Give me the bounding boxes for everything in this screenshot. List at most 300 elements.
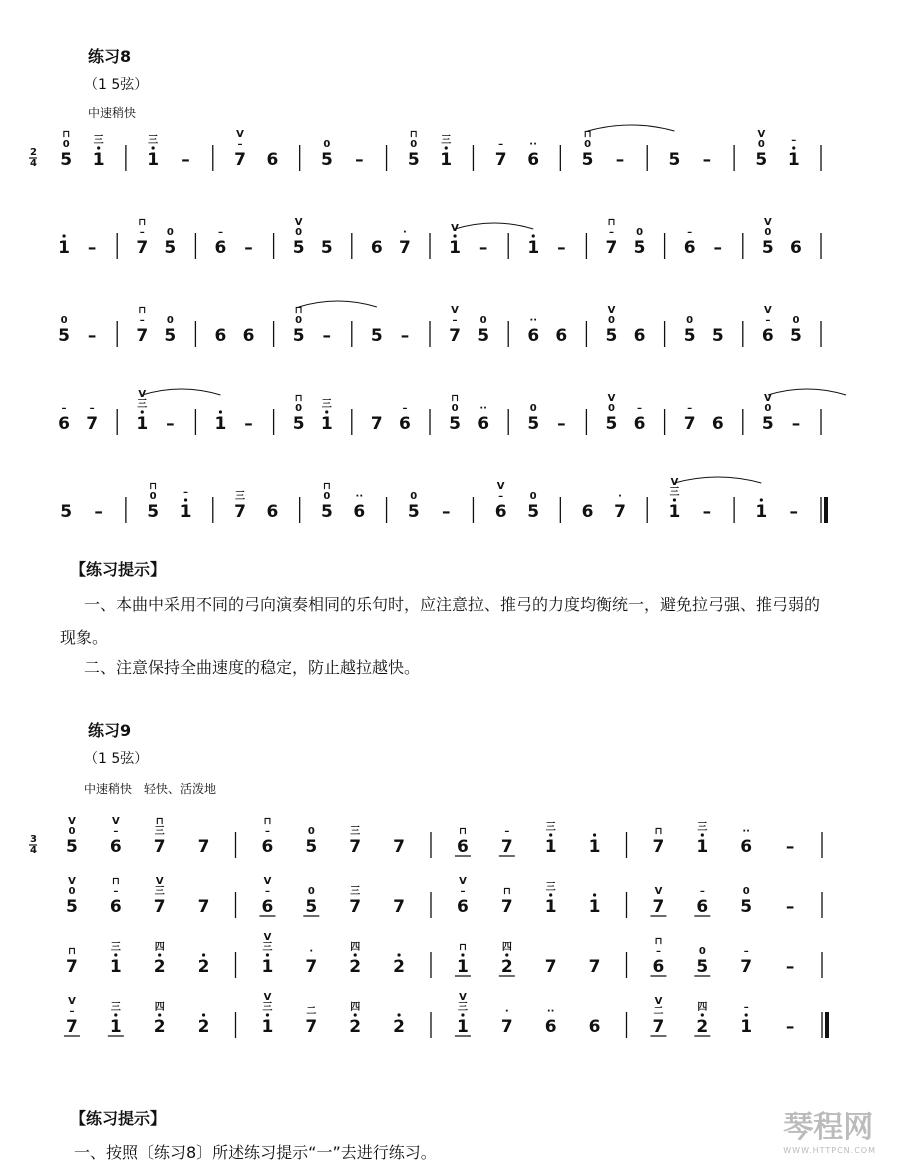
bowing-fingering-mark: 0 — [764, 403, 772, 414]
dash-extension: – — [713, 238, 722, 258]
bowing-fingering-mark: 四 — [697, 1002, 708, 1013]
note-digit: 5 — [605, 414, 618, 434]
tie-arc — [142, 389, 220, 395]
note-digit: 6 — [633, 326, 646, 346]
bowing-fingering-mark: – — [139, 315, 145, 326]
note-digit: 6 — [527, 150, 540, 170]
note-digit: 7 — [349, 837, 362, 857]
ex9-strings: （1 5弦） — [84, 751, 149, 767]
note-digit: 6 — [266, 150, 279, 170]
bowing-fingering-mark: 0 — [607, 315, 615, 326]
note-digit: 5 — [60, 502, 73, 522]
high-octave-dot — [792, 146, 795, 149]
dash-extension: – — [785, 837, 795, 857]
ex9-tempo: 中速稍快 轻快、活泼地 — [84, 782, 217, 796]
note-digit: 1 — [696, 837, 709, 857]
note-digit: 2 — [153, 1017, 166, 1037]
bowing-fingering-mark: V — [763, 305, 772, 316]
bowing-fingering-mark: – — [217, 227, 223, 238]
high-octave-dot — [549, 893, 552, 896]
bowing-fingering-mark: V — [263, 876, 272, 887]
bowing-fingering-mark: – — [460, 886, 466, 897]
dash-extension: – — [441, 502, 451, 522]
note-digit: 1 — [261, 1017, 274, 1037]
note-digit: 2 — [197, 1017, 210, 1037]
bowing-fingering-mark: ⊓ — [458, 942, 467, 953]
high-octave-dot — [453, 234, 456, 237]
ex9-title: 练习9 — [88, 721, 132, 740]
note-digit: 7 — [370, 414, 383, 434]
bowing-fingering-mark: 0 — [410, 139, 418, 150]
bowing-fingering-mark: ⊓ — [458, 826, 467, 837]
note-digit: 7 — [197, 837, 210, 857]
note-digit: 7 — [234, 150, 246, 170]
bowing-fingering-mark: 0 — [295, 403, 303, 414]
note-digit: 7 — [614, 502, 626, 522]
note-digit: 1 — [214, 414, 227, 434]
bowing-fingering-mark: – — [89, 403, 95, 414]
bowing-fingering-mark: – — [69, 1006, 75, 1017]
bowing-fingering-mark: · — [309, 946, 314, 957]
dash-extension: – — [94, 502, 103, 522]
note-digit: 5 — [696, 957, 709, 977]
bowing-fingering-mark: – — [743, 1002, 749, 1013]
bowing-fingering-mark: ⊓ — [294, 393, 303, 404]
bowing-fingering-mark: 三 — [350, 826, 361, 837]
note-digit: 7 — [605, 238, 618, 258]
note-digit: 1 — [457, 957, 469, 977]
note-digit: 5 — [527, 414, 540, 434]
bowing-fingering-mark: 三 — [110, 1002, 121, 1013]
high-octave-dot — [152, 146, 155, 149]
bowing-fingering-mark: ·· — [479, 403, 487, 414]
bowing-fingering-mark: V — [763, 393, 772, 404]
bowing-fingering-mark: 0 — [307, 826, 315, 837]
note-digit: 1 — [449, 238, 461, 258]
note-digit: 5 — [292, 326, 305, 346]
bowing-fingering-mark: ⊓ — [111, 876, 120, 887]
dash-extension: – — [166, 414, 175, 434]
note-digit: 1 — [179, 502, 192, 522]
note-digit: 6 — [261, 897, 274, 917]
note-digit: 6 — [555, 326, 568, 346]
bowing-fingering-mark: V — [459, 876, 467, 887]
watermark-logo — [783, 1102, 876, 1155]
bowing-fingering-mark: V — [138, 389, 147, 400]
high-octave-dot — [445, 146, 448, 149]
note-digit: 7 — [153, 897, 166, 917]
high-octave-dot — [266, 953, 269, 956]
note-digit: 6 — [711, 414, 724, 434]
high-octave-dot — [505, 953, 508, 956]
bowing-fingering-mark: ⊓ — [149, 481, 158, 492]
bowing-fingering-mark: · — [403, 227, 407, 238]
note-digit: 1 — [147, 150, 160, 170]
bowing-fingering-mark: 四 — [350, 1002, 361, 1013]
bowing-fingering-mark: 三 — [545, 882, 556, 893]
note-digit: 6 — [696, 897, 709, 917]
bowing-fingering-mark: – — [264, 886, 270, 897]
note-digit: 5 — [449, 414, 461, 434]
bowing-fingering-mark: 0 — [529, 491, 537, 502]
note-digit: 5 — [761, 414, 774, 434]
high-octave-dot — [532, 234, 535, 237]
high-octave-dot — [593, 893, 596, 896]
watermark-url: WWW.HTTPCN.COM — [783, 1146, 876, 1155]
note-digit: 6 — [652, 957, 665, 977]
bowing-fingering-mark: – — [237, 139, 243, 150]
bowing-fingering-mark: 四 — [154, 1002, 165, 1013]
bowing-fingering-mark: 0 — [68, 826, 76, 837]
note-digit: 5 — [527, 502, 540, 522]
bowing-fingering-mark: 0 — [307, 886, 315, 897]
bowing-fingering-mark: 0 — [60, 315, 68, 326]
bowing-fingering-mark: – — [452, 315, 458, 326]
bowing-fingering-mark: 三 — [350, 886, 361, 897]
note-digit: 7 — [740, 957, 753, 977]
bowing-fingering-mark: 0 — [636, 227, 644, 238]
bowing-fingering-mark: ⊓ — [138, 305, 147, 316]
high-octave-dot — [549, 833, 552, 836]
note-digit: 7 — [393, 837, 405, 857]
bowing-fingering-mark: V — [459, 992, 467, 1003]
note-digit: 5 — [60, 150, 73, 170]
bowing-fingering-mark: ⊓ — [607, 217, 616, 228]
bowing-fingering-mark: ⊓ — [654, 936, 663, 947]
dash-extension: – — [87, 326, 97, 346]
note-digit: 6 — [353, 502, 366, 522]
ex9-staff — [0, 800, 900, 1100]
bowing-fingering-mark: – — [498, 139, 504, 150]
bowing-fingering-mark: ⊓ — [263, 816, 272, 827]
bowing-fingering-mark: – — [765, 315, 771, 326]
note-digit: 2 — [197, 957, 210, 977]
bowing-fingering-mark: 0 — [166, 227, 174, 238]
note-digit: 6 — [588, 1017, 601, 1037]
dash-extension: – — [789, 502, 799, 522]
high-octave-dot — [461, 1013, 464, 1016]
bowing-fingering-mark: – — [687, 227, 693, 238]
dash-extension: – — [400, 326, 410, 346]
note-digit: 7 — [197, 897, 210, 917]
bowing-fingering-mark: – — [791, 135, 797, 146]
note-digit: 5 — [407, 502, 420, 522]
bowing-fingering-mark: ·· — [742, 826, 750, 837]
bowing-fingering-mark: 0 — [607, 403, 615, 414]
note-digit: 7 — [652, 1017, 665, 1037]
note-digit: 5 — [58, 326, 70, 346]
note-digit: 6 — [477, 414, 490, 434]
note-digit: 1 — [109, 1017, 122, 1037]
note-digit: 5 — [581, 150, 594, 170]
note-digit: 6 — [370, 238, 383, 258]
ex8-staff — [0, 120, 900, 540]
bowing-fingering-mark: ⊓ — [155, 816, 164, 827]
note-digit: 1 — [668, 502, 681, 522]
high-octave-dot — [158, 1013, 161, 1016]
dash-extension: – — [355, 150, 364, 170]
bowing-fingering-mark: ⊓ — [62, 129, 71, 140]
note-digit: 6 — [266, 502, 279, 522]
bowing-fingering-mark: V — [607, 305, 616, 316]
note-digit: 5 — [683, 326, 696, 346]
note-digit: 6 — [494, 502, 507, 522]
bowing-fingering-mark: 三 — [93, 135, 104, 146]
bowing-fingering-mark: ·· — [546, 1006, 555, 1017]
bowing-fingering-mark: – — [743, 946, 749, 957]
high-octave-dot — [202, 953, 205, 956]
high-octave-dot — [397, 1013, 400, 1016]
note-digit: 5 — [370, 326, 383, 346]
bowing-fingering-mark: ⊓ — [451, 393, 460, 404]
ex9-tip-1: 一、按照〔练习8〕所述练习提示“一”去进行练习。 — [74, 1143, 437, 1162]
bowing-fingering-mark: 三 — [262, 1002, 273, 1013]
bowing-fingering-mark: V — [68, 996, 76, 1007]
note-digit: 5 — [633, 238, 646, 258]
note-digit: 6 — [633, 414, 646, 434]
ex8-tip-2: 二、注意保持全曲速度的稳定，防止越拉越快。 — [84, 658, 421, 677]
note-digit: 6 — [790, 238, 802, 258]
bowing-fingering-mark: 三 — [545, 822, 556, 833]
note-digit: 7 — [349, 897, 362, 917]
dash-extension: – — [702, 150, 712, 170]
bowing-fingering-mark: 0 — [584, 139, 592, 150]
note-digit: 1 — [787, 150, 800, 170]
note-digit: 7 — [234, 502, 246, 522]
bowing-fingering-mark: ⊓ — [322, 481, 331, 492]
note-digit: 7 — [588, 957, 601, 977]
bowing-fingering-mark: 0 — [792, 315, 800, 326]
high-octave-dot — [354, 953, 357, 956]
bowing-fingering-mark: 三 — [154, 886, 165, 897]
bowing-fingering-mark: 三 — [137, 399, 148, 410]
bowing-fingering-mark: V — [607, 393, 616, 404]
bowing-fingering-mark: 0 — [68, 886, 76, 897]
note-digit: 1 — [588, 897, 601, 917]
ex8-tempo: 中速稍快 — [88, 106, 137, 120]
ex9-tips-title: 【练习提示】 — [70, 1109, 167, 1128]
note-digit: 6 — [58, 414, 70, 434]
bowing-fingering-mark: – — [264, 826, 270, 837]
bowing-fingering-mark: 三 — [262, 942, 273, 953]
note-digit: 6 — [683, 238, 696, 258]
dash-extension: – — [244, 238, 253, 258]
note-digit: 6 — [214, 238, 227, 258]
bowing-fingering-mark: – — [139, 227, 145, 238]
note-digit: 6 — [761, 326, 774, 346]
bowing-fingering-mark: ⊓ — [294, 305, 303, 316]
high-octave-dot — [184, 498, 187, 501]
note-digit: 7 — [449, 326, 461, 346]
note-digit: 1 — [440, 150, 453, 170]
tie-arc — [455, 223, 533, 229]
bowing-fingering-mark: · — [504, 1006, 509, 1017]
bowing-fingering-mark: V — [263, 992, 272, 1003]
high-octave-dot — [673, 498, 676, 501]
dash-extension: – — [244, 414, 253, 434]
note-digit: 1 — [544, 897, 557, 917]
bowing-fingering-mark: 0 — [479, 315, 487, 326]
note-digit: 2 — [696, 1017, 709, 1037]
ex8-tips-title: 【练习提示】 — [70, 560, 167, 579]
note-digit: 7 — [393, 897, 405, 917]
bowing-fingering-mark: 0 — [757, 139, 765, 150]
note-digit: 7 — [500, 897, 513, 917]
bowing-fingering-mark: V — [68, 876, 76, 887]
bowing-fingering-mark: 0 — [742, 886, 750, 897]
bowing-fingering-mark: V — [263, 932, 272, 943]
note-digit: 6 — [242, 326, 255, 346]
dash-extension: – — [785, 897, 795, 917]
note-digit: 5 — [790, 326, 802, 346]
note-digit: 6 — [457, 897, 469, 917]
note-digit: 7 — [136, 326, 149, 346]
note-digit: 5 — [320, 150, 333, 170]
note-digit: 1 — [92, 150, 105, 170]
note-digit: 5 — [755, 150, 768, 170]
high-octave-dot — [219, 410, 222, 413]
bowing-fingering-mark: – — [608, 227, 614, 238]
bowing-fingering-mark: 三 — [148, 135, 159, 146]
bowing-fingering-mark: 三 — [697, 822, 708, 833]
dash-extension: – — [791, 414, 801, 434]
tie-arc — [674, 477, 761, 483]
bowing-fingering-mark: 三 — [110, 942, 121, 953]
dash-extension: – — [702, 502, 712, 522]
bowing-fingering-mark: ⊓ — [138, 217, 147, 228]
bowing-fingering-mark: 三 — [441, 135, 452, 146]
note-digit: 5 — [740, 897, 753, 917]
note-digit: 1 — [58, 238, 70, 258]
bowing-fingering-mark: ⊓ — [583, 129, 592, 140]
note-digit: 6 — [581, 502, 594, 522]
bowing-fingering-mark: V — [670, 477, 679, 488]
time-signature-top: 2 — [30, 147, 37, 158]
note-digit: 7 — [66, 957, 78, 977]
bowing-fingering-mark: V — [294, 217, 303, 228]
note-digit: 6 — [109, 837, 122, 857]
note-digit: 7 — [652, 897, 665, 917]
note-digit: 2 — [153, 957, 166, 977]
bowing-fingering-mark: 三 — [669, 487, 680, 498]
note-digit: 7 — [683, 414, 696, 434]
bowing-fingering-mark: V — [155, 876, 164, 887]
bowing-fingering-mark: 三 — [154, 826, 165, 837]
note-digit: 7 — [652, 837, 665, 857]
high-octave-dot — [701, 1013, 704, 1016]
time-signature-top: 3 — [30, 834, 37, 845]
high-octave-dot — [461, 953, 464, 956]
note-digit: 1 — [457, 1017, 469, 1037]
note-digit: 7 — [136, 238, 149, 258]
bowing-fingering-mark: 二 — [306, 1006, 317, 1017]
bowing-fingering-mark: – — [655, 946, 661, 957]
bowing-fingering-mark: – — [183, 487, 189, 498]
note-digit: 1 — [588, 837, 601, 857]
bowing-fingering-mark: 0 — [698, 946, 706, 957]
bowing-fingering-mark: – — [61, 403, 67, 414]
bowing-fingering-mark: V — [236, 129, 244, 140]
note-digit: 1 — [740, 1017, 753, 1037]
bowing-fingering-mark: 0 — [149, 491, 157, 502]
note-digit: 5 — [292, 414, 305, 434]
bowing-fingering-mark: 0 — [295, 227, 303, 238]
note-digit: 5 — [147, 502, 160, 522]
bowing-fingering-mark: 0 — [764, 227, 772, 238]
bowing-fingering-mark: – — [687, 403, 693, 414]
high-octave-dot — [701, 833, 704, 836]
note-digit: 5 — [164, 238, 177, 258]
bowing-fingering-mark: 0 — [451, 403, 459, 414]
note-digit: 5 — [711, 326, 724, 346]
high-octave-dot — [266, 1013, 269, 1016]
bowing-fingering-mark: ·· — [355, 491, 364, 502]
note-digit: 6 — [399, 414, 411, 434]
note-digit: 7 — [500, 1017, 513, 1037]
note-digit: 5 — [320, 238, 333, 258]
bowing-fingering-mark: 三 — [457, 1002, 468, 1013]
time-signature-bottom: 4 — [30, 845, 37, 856]
time-signature-bottom: 4 — [30, 158, 37, 169]
note-digit: 7 — [544, 957, 557, 977]
note-digit: 2 — [349, 1017, 362, 1037]
note-digit: 5 — [66, 897, 78, 917]
high-octave-dot — [745, 1013, 748, 1016]
high-octave-dot — [114, 1013, 117, 1016]
dash-extension: – — [557, 238, 566, 258]
bowing-fingering-mark: – — [498, 491, 504, 502]
bowing-fingering-mark: – — [113, 826, 119, 837]
bowing-fingering-mark: – — [504, 826, 510, 837]
bowing-fingering-mark: · — [618, 491, 622, 502]
high-octave-dot — [97, 146, 100, 149]
ex8-title: 练习8 — [88, 47, 132, 66]
note-digit: 7 — [494, 150, 507, 170]
note-digit: 5 — [407, 150, 420, 170]
tie-arc — [768, 389, 846, 395]
bowing-fingering-mark: ⊓ — [409, 129, 418, 140]
note-digit: 2 — [500, 957, 513, 977]
bowing-fingering-mark: V — [496, 481, 505, 492]
note-digit: 5 — [292, 238, 305, 258]
bowing-fingering-mark: 0 — [323, 491, 331, 502]
note-digit: 5 — [320, 502, 333, 522]
note-digit: 5 — [305, 897, 318, 917]
note-digit: 5 — [761, 238, 774, 258]
bowing-fingering-mark: – — [637, 403, 643, 414]
note-digit: 5 — [164, 326, 177, 346]
note-digit: 7 — [305, 957, 318, 977]
bowing-fingering-mark: V — [757, 129, 766, 140]
watermark-text: 琴程网 — [783, 1110, 874, 1145]
note-digit: 2 — [393, 1017, 405, 1037]
note-digit: 6 — [261, 837, 274, 857]
note-digit: 6 — [527, 326, 540, 346]
dash-extension: – — [322, 326, 331, 346]
bowing-fingering-mark: V — [111, 816, 120, 827]
bowing-fingering-mark: 0 — [410, 491, 418, 502]
high-octave-dot — [760, 498, 763, 501]
bowing-fingering-mark: ⊓ — [654, 826, 663, 837]
bowing-fingering-mark: 二 — [653, 1006, 664, 1017]
dash-extension: – — [785, 957, 795, 977]
high-octave-dot — [62, 234, 65, 237]
dash-extension: – — [785, 1017, 795, 1037]
bowing-fingering-mark: 四 — [501, 942, 512, 953]
note-digit: 6 — [214, 326, 227, 346]
note-digit: 1 — [544, 837, 557, 857]
bowing-fingering-mark: 三 — [235, 491, 245, 502]
